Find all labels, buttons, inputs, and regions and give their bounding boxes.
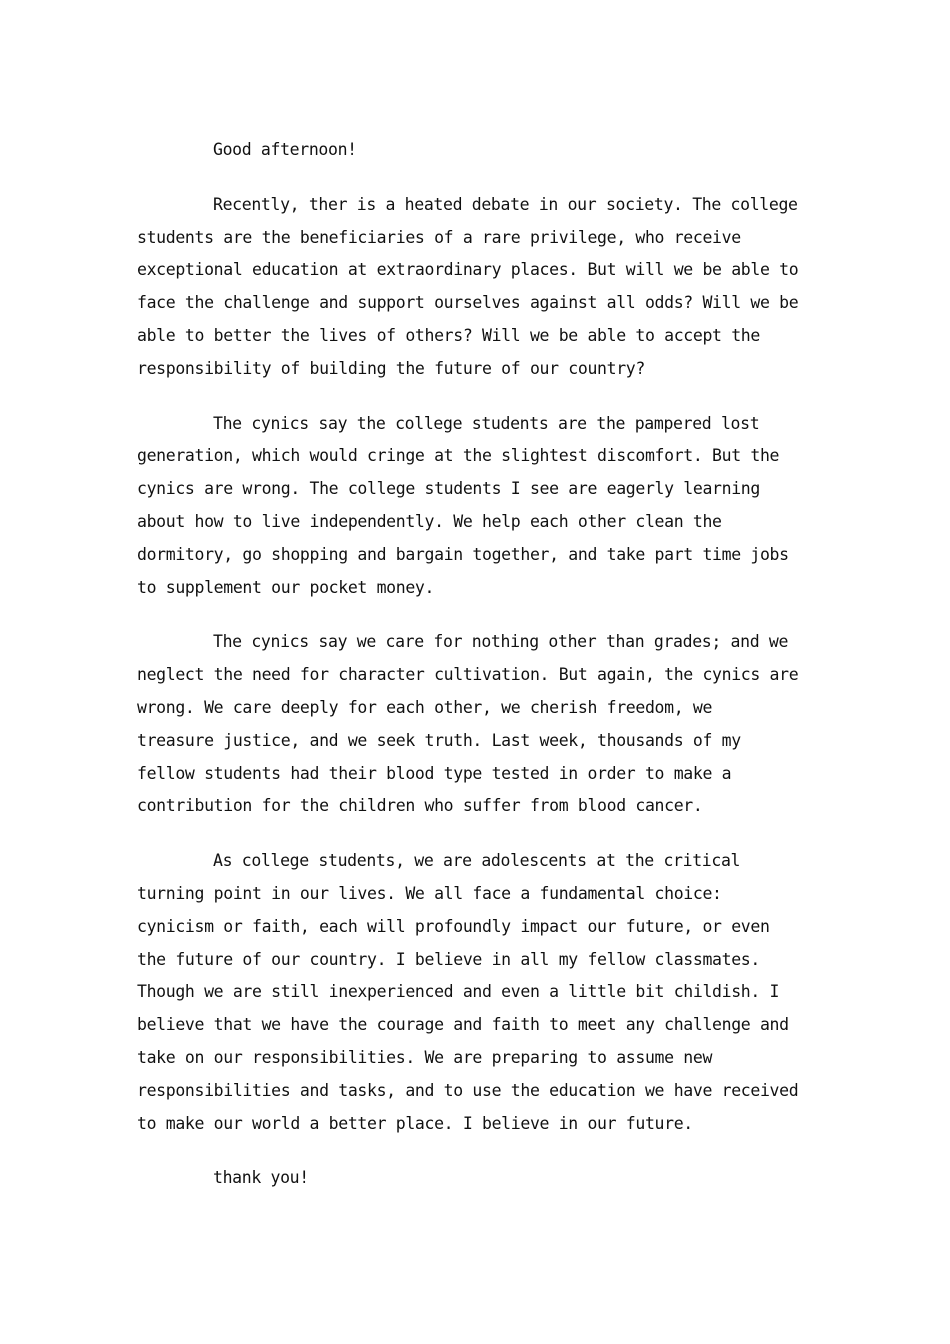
closing-paragraph — [137, 1162, 817, 1195]
paragraph-line: turning point in our lives. We all face a fundamental choice: — [137, 883, 722, 903]
paragraph-line: wrong. We care deeply for each other, we cherish freedom, we — [137, 697, 713, 717]
paragraph-line: the future of our country. I believe in all my fellow classmates. — [137, 949, 760, 969]
paragraph-line: As college students, we are adolescents at the critical — [213, 851, 741, 871]
paragraph-line: contribution for the children who suffer from blood cancer. — [137, 796, 703, 816]
paragraph-line: treasure justice, and we seek truth. Last week, thousands of my — [137, 730, 741, 750]
greeting-paragraph — [137, 134, 817, 167]
paragraph-2 — [137, 408, 817, 605]
paragraph-line: cynics are wrong. The college students I see are eagerly learning — [137, 479, 760, 499]
paragraph-line: to supplement our pocket money. — [137, 577, 435, 597]
paragraph-line: fellow students had their blood type tested in order to make a — [137, 763, 732, 783]
paragraph-4 — [137, 845, 817, 1140]
paragraph-line: responsibility of building the future of our country? — [137, 358, 645, 378]
paragraph-line: students are the beneficiaries of a rare privilege, who receive — [137, 227, 741, 247]
closing-line: thank you! — [213, 1168, 309, 1188]
paragraph-line: dormitory, go shopping and bargain together, and take part time jobs — [137, 544, 789, 564]
paragraph-line: neglect the need for character cultivation. But again, the cynics are — [137, 665, 799, 685]
paragraph-line: The cynics say the college students are the pampered lost — [213, 413, 760, 433]
speech-text — [137, 134, 817, 1217]
paragraph-line: to make our world a better place. I believe in our future. — [137, 1113, 693, 1133]
paragraph-line: responsibilities and tasks, and to use the education we have received — [137, 1080, 799, 1100]
paragraph-line: Recently, ther is a heated debate in our society. The college — [213, 194, 798, 214]
paragraph-line: face the challenge and support ourselves against all odds? Will we be — [137, 293, 799, 313]
paragraph-line: exceptional education at extraordinary places. But will we be able to — [137, 260, 799, 280]
paragraph-line: generation, which would cringe at the slightest discomfort. But the — [137, 446, 780, 466]
paragraph-line: believe that we have the courage and faith to meet any challenge and — [137, 1015, 789, 1035]
greeting-line: Good afternoon! — [213, 140, 357, 159]
paragraph-1 — [137, 189, 817, 386]
paragraph-3 — [137, 626, 817, 823]
paragraph-line: about how to live independently. We help each other clean the — [137, 511, 722, 531]
paragraph-line: Though we are still inexperienced and even a little bit childish. I — [137, 982, 780, 1002]
paragraph-line: The cynics say we care for nothing other than grades; and we — [213, 632, 789, 652]
paragraph-line: take on our responsibilities. We are preparing to assume new — [137, 1047, 713, 1067]
paragraph-line: cynicism or faith, each will profoundly impact our future, or even — [137, 916, 770, 936]
paragraph-line: able to better the lives of others? Will we be able to accept the — [137, 325, 760, 345]
